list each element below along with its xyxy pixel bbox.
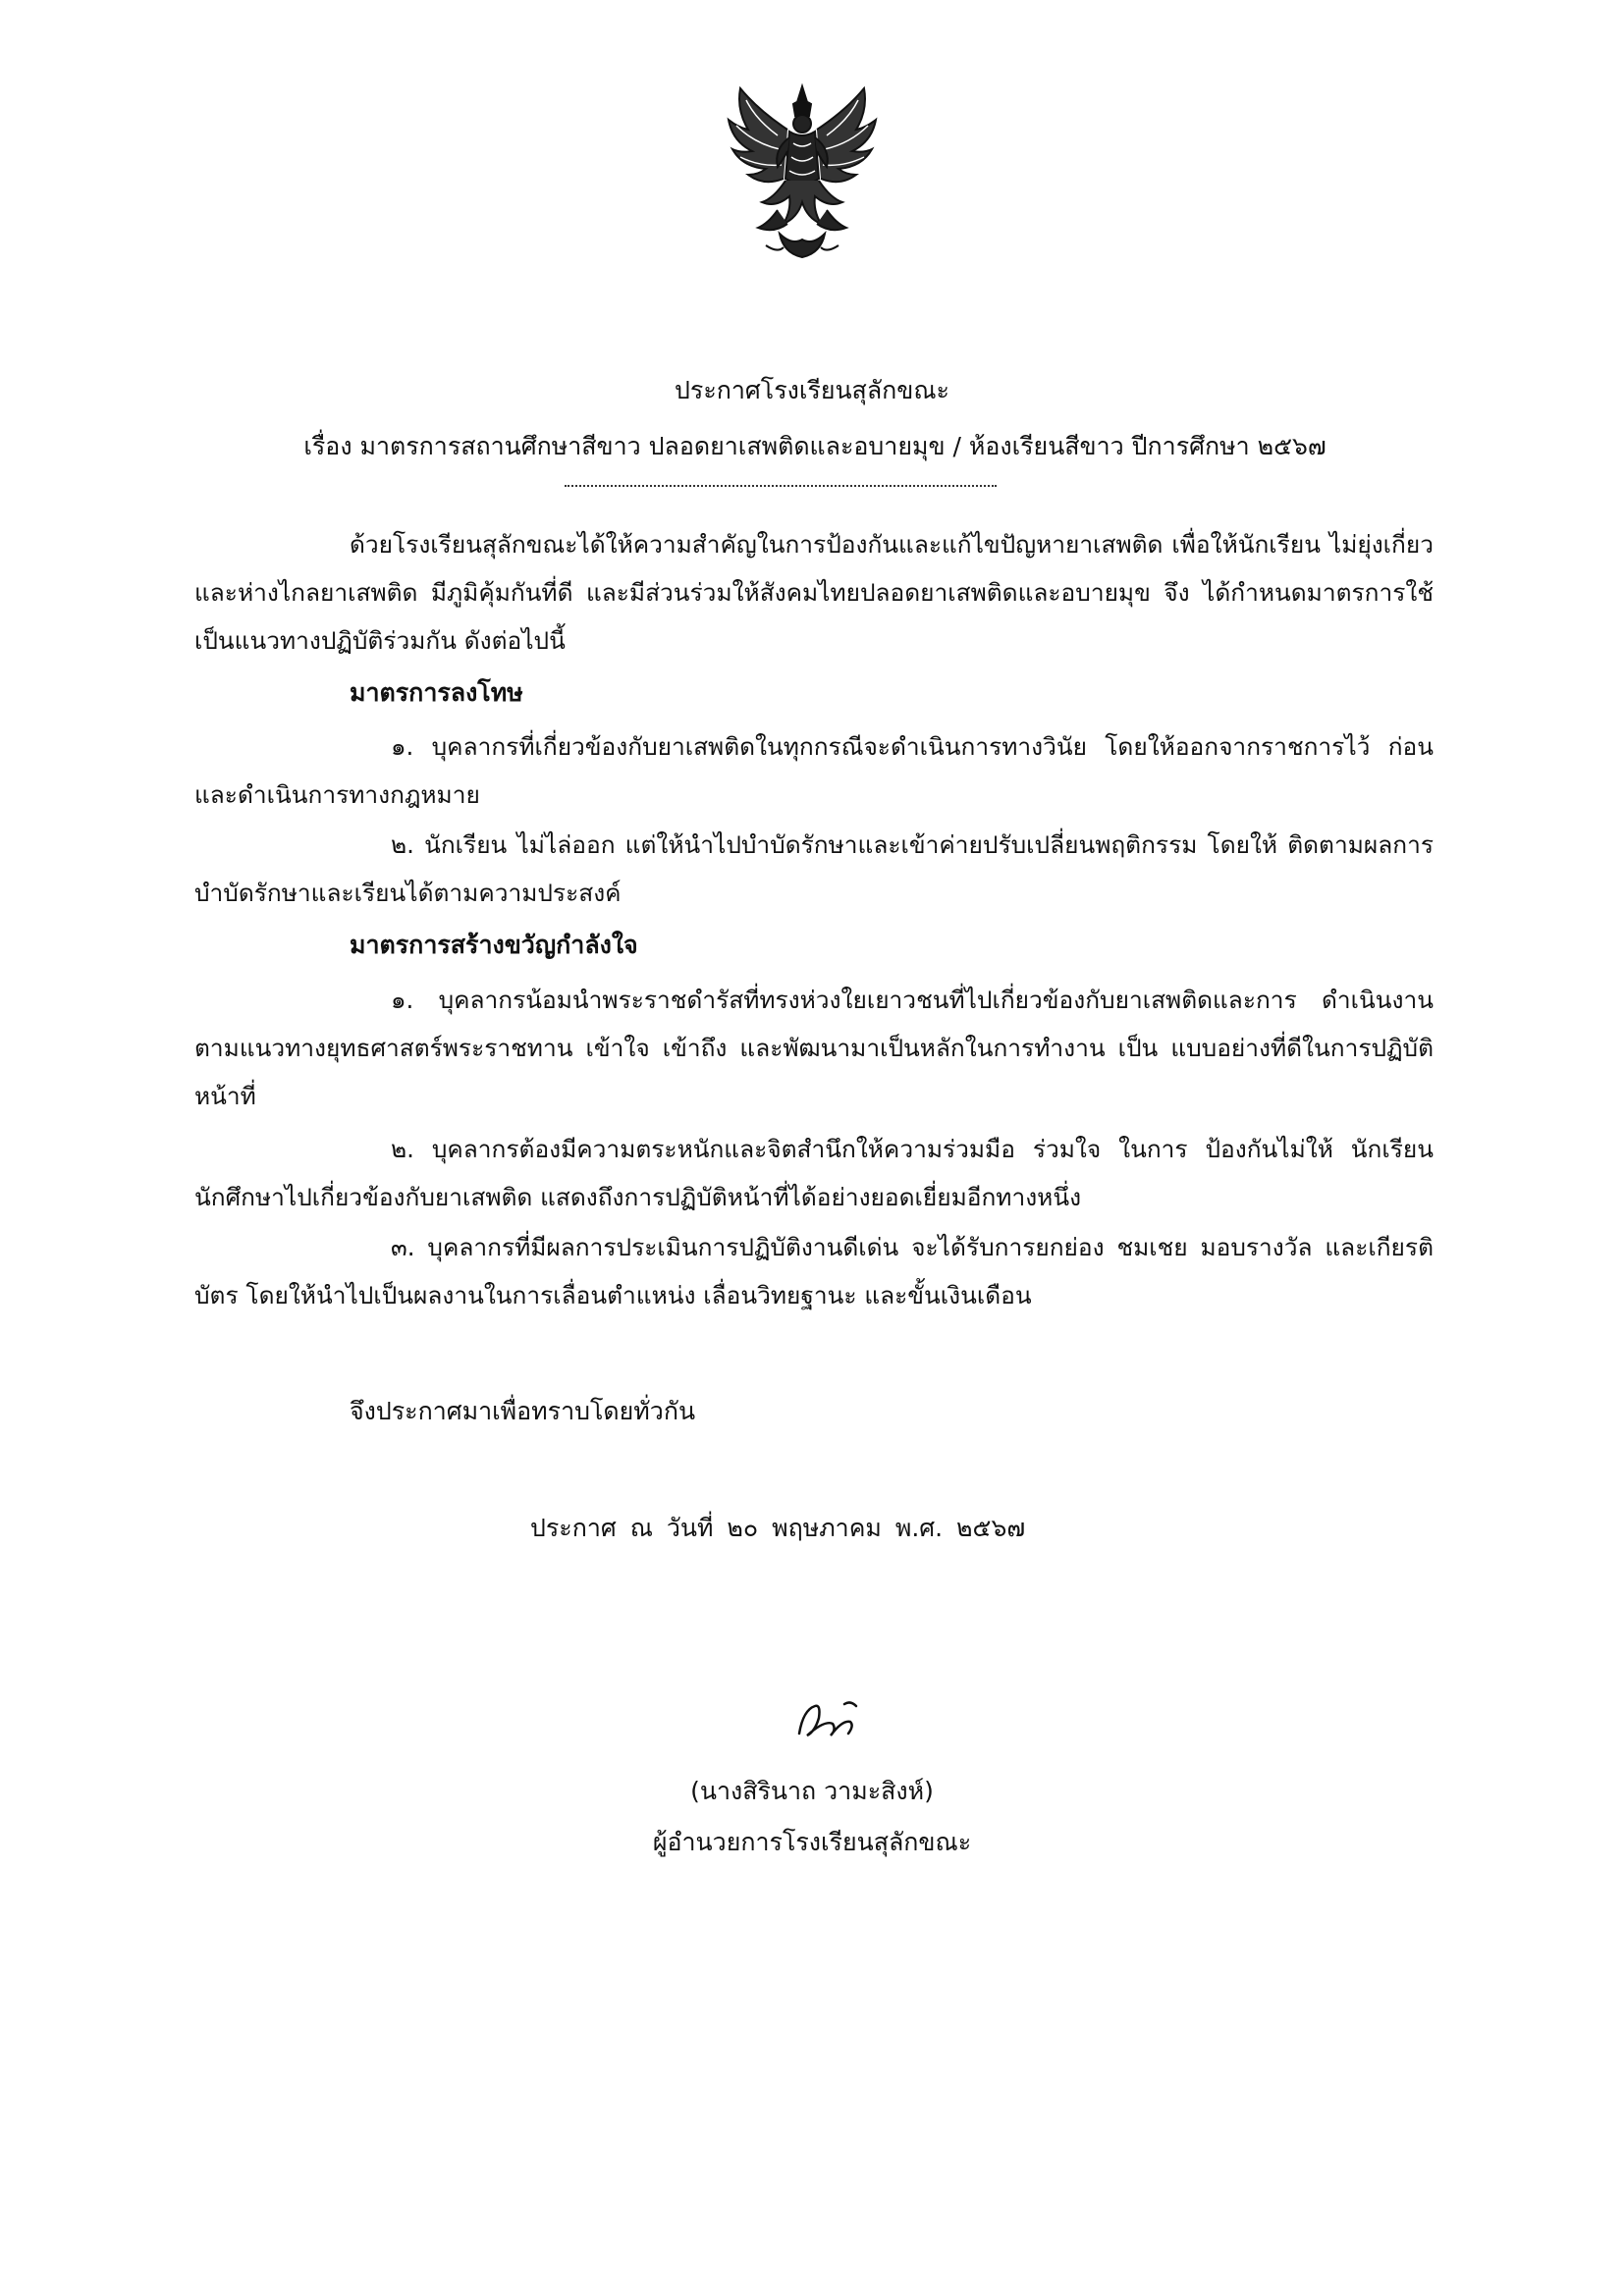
dotted-divider xyxy=(565,485,997,487)
section-heading-punishment: มาตรการลงโทษ xyxy=(350,678,523,707)
morale-item-text: ๑. บุคลากรน้อมนำพระราชดำรัสที่ทรงห่วงใยเยาวชนที่ไปเกี่ยวข้องกับยาเสพติดและการ ดำเนินงานตามแนวทางยุทธศาสตร์พระราชทาน เข้าใจ เข้าถึง และพัฒนามาเป็นหลักในการทำงาน เป็น แบบอย่างที่ดีในการปฏิบัติหน้าที่ xyxy=(194,986,1434,1110)
intro-text: ด้วยโรงเรียนสุลักขณะได้ให้ความสำคัญในการป้องกันและแก้ไขปัญหายาเสพติด เพื่อให้นักเรียน ไม่ยุ่งเกี่ยวและห่างไกลยาเสพติด มีภูมิคุ้มกันที่ดี และมีส่วนร่วมให้สังคมไทยปลอดยาเสพติดและอบายมุข จึง ได้กำหนดมาตรการใช้เป็นแนวทางปฏิบัติร่วมกัน ดังต่อไปนี้ xyxy=(194,530,1434,655)
punishment-item xyxy=(194,821,1434,917)
morale-item xyxy=(194,1125,1434,1221)
section-heading-morale: มาตรการสร้างขวัญกำลังใจ xyxy=(350,931,638,959)
morale-item-text: ๓. บุคลากรที่มีผลการประเมินการปฏิบัติงานดีเด่น จะได้รับการยกย่อง ชมเชย มอบรางวัล และเกียรติบัตร โดยให้นำไปเป็นผลงานในการเลื่อนตำแหน่ง เลื่อนวิทยฐานะ และขั้นเงินเดือน xyxy=(194,1233,1434,1309)
garuda-emblem-icon xyxy=(719,80,886,267)
handwritten-signature-icon xyxy=(785,1690,874,1749)
morale-item xyxy=(194,976,1434,1120)
punishment-item xyxy=(194,722,1434,819)
signer-position: ผู้อำนวยการโรงเรียนสุลักขณะ xyxy=(652,1828,972,1856)
announcement-title: ประกาศโรงเรียนสุลักขณะ xyxy=(675,376,949,404)
morale-item-text: ๒. บุคลากรต้องมีความตระหนักและจิตสำนึกให้ความร่วมมือ ร่วมใจ ในการ ป้องกันไม่ให้ นักเรียน นักศึกษาไปเกี่ยวข้องกับยาเสพติด แสดงถึงการปฏิบัติหน้าที่ได้อย่างยอดเยี่ยมอีกทางหนึ่ง xyxy=(194,1135,1434,1211)
intro-paragraph xyxy=(194,520,1434,665)
punishment-item-text: ๑. บุคลากรที่เกี่ยวข้องกับยาเสพติดในทุกกรณีจะดำเนินการทางวินัย โดยให้ออกจากราชการไว้ ก่อนและดำเนินการทางกฎหมาย xyxy=(194,732,1434,809)
announcement-date: ประกาศ ณ วันที่ ๒๐ พฤษภาคม พ.ศ. ๒๕๖๗ xyxy=(530,1514,1026,1542)
morale-item xyxy=(194,1223,1434,1319)
closing-statement: จึงประกาศมาเพื่อทราบโดยทั่วกัน xyxy=(350,1397,696,1425)
announcement-subject: เรื่อง มาตรการสถานศึกษาสีขาว ปลอดยาเสพติดและอบายมุข / ห้องเรียนสีขาว ปีการศึกษา ๒๕๖๗ xyxy=(303,432,1326,460)
signer-name: (นางสิรินาถ วามะสิงห์) xyxy=(690,1777,934,1805)
punishment-item-text: ๒. นักเรียน ไม่ไล่ออก แต่ให้นำไปบำบัดรักษาและเข้าค่ายปรับเปลี่ยนพฤติกรรม โดยให้ ติดตามผลการบำบัดรักษาและเรียนได้ตามความประสงค์ xyxy=(194,830,1434,907)
